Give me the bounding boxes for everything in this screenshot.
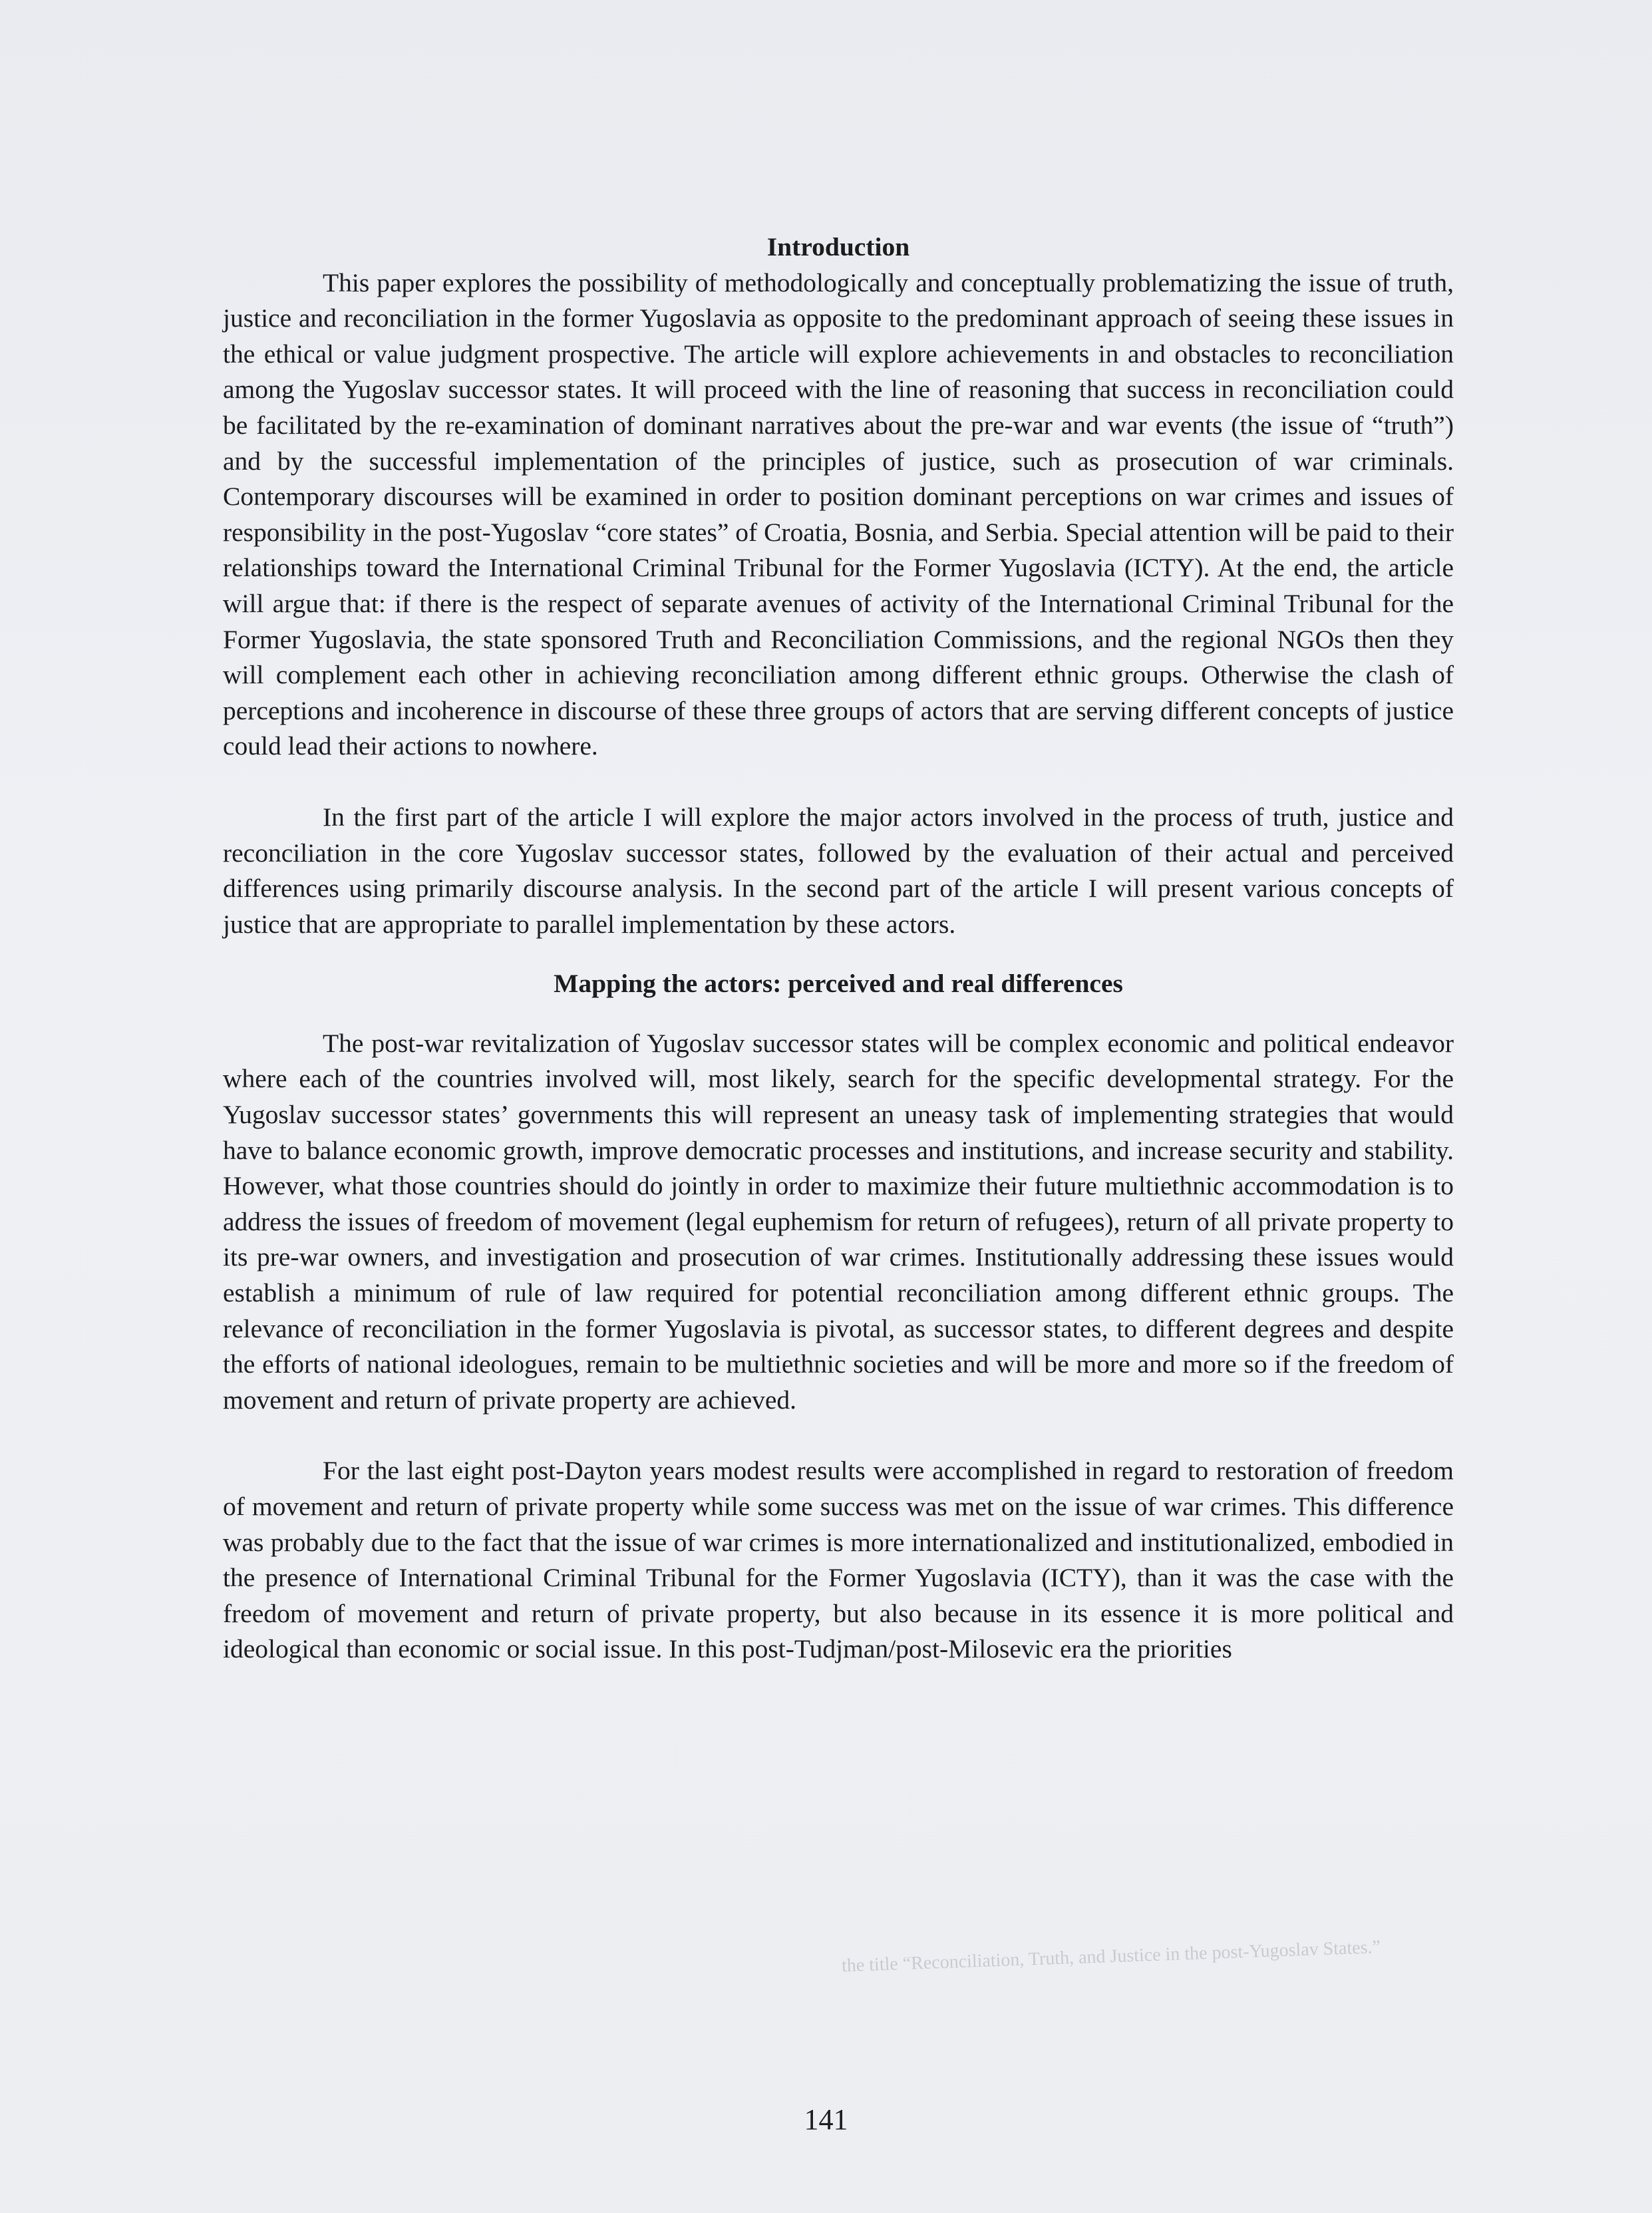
page-number: 141 bbox=[804, 2103, 848, 2136]
section-heading: Mapping the actors: perceived and real differences bbox=[554, 969, 1123, 999]
paragraph-spacer bbox=[223, 765, 1454, 800]
section-paragraph-2: For the last eight post-Dayton years modest results were accomplished in regard to restoration of freedom of movement and return of private property while some success was met on the issue of war crimes. This difference was probably due to the fact that the issue of war crimes is more internationalized and institutionalized, embodied in the presence of International Criminal Tribunal for the Former Yugoslavia (ICTY), than it was the case with the freedom of movement and return of private property, but also because in its essence it is more political and ideological than economic or social issue. In this post-Tudjman/post-Milosevic era the priorities bbox=[223, 1456, 1454, 1664]
intro-paragraph-2: In the first part of the article I will explore the major actors involved in the process of truth, justice and reconciliation in the core Yugoslav successor states, followed by the evaluation of their actual and perceived differences using primarily discourse analysis. In the second part of the article I will present various concepts of justice that are appropriate to parallel implementation by these actors. bbox=[223, 802, 1454, 939]
intro-paragraph-1: This paper explores the possibility of methodologically and conceptually problematizing the issue of truth, justice and reconciliation in the former Yugoslavia as opposite to the predominant approach of seeing these issues in the ethical or value judgment prospective. The article will explore achievements in and obstacles to reconciliation among the Yugoslav successor states. It will proceed with the line of reasoning that success in reconciliation could be facilitated by the re-examination of dominant narratives about the pre-war and war events (the issue of “truth”) and by the successful implementation of the principles of justice, such as prosecution of war criminals. Contemporary discourses will be examined in order to position dominant perceptions on war crimes and issues of responsibility in the post-Yugoslav “core states” of Croatia, Bosnia, and Serbia. Special attention will be paid to their relationships toward the International Criminal Tribunal for the Former Yugoslavia (ICTY). At the end, the article will argue that: if there is the respect of separate avenues of activity of the International Criminal Tribunal for the Former Yugoslavia, the state sponsored Truth and Reconciliation Commissions, and the regional NGOs then they will complement each other in achieving reconciliation among different ethnic groups. Otherwise the clash of perceptions and incoherence in discourse of these three groups of actors that are serving different concepts of justice could lead their actions to nowhere. bbox=[223, 267, 1454, 761]
section-paragraph-1: The post-war revitalization of Yugoslav successor states will be complex economic and political endeavor where each of the countries involved will, most likely, search for the specific developmental strategy. For the Yugoslav successor states’ governments this will represent an uneasy task of implementing strategies that would have to balance economic growth, improve democratic processes and institutions, and increase security and stability. However, what those countries should do jointly in order to maximize their future multiethnic accommodation is to address the issues of freedom of movement (legal euphemism for return of refugees), return of all private property to its pre-war owners, and investigation and prosecution of war crimes. Institutionally addressing these issues would establish a minimum of rule of law required for potential reconciliation among different ethnic groups. The relevance of reconciliation in the former Yugoslavia is pivotal, as successor states, to different degrees and despite the efforts of national ideologues, remain to be multiethnic societies and will be more and more so if the freedom of movement and return of private property are achieved. bbox=[223, 1028, 1454, 1415]
paragraph-spacer bbox=[223, 942, 1454, 966]
paragraph-spacer bbox=[223, 1002, 1454, 1026]
text-column bbox=[223, 230, 1454, 1667]
intro-heading: Introduction bbox=[766, 232, 910, 261]
bleed-through-text: the title “Reconciliation, Truth, and Justice in the post-Yugoslav States.” bbox=[841, 1936, 1381, 1977]
paragraph-spacer bbox=[223, 1418, 1454, 1453]
